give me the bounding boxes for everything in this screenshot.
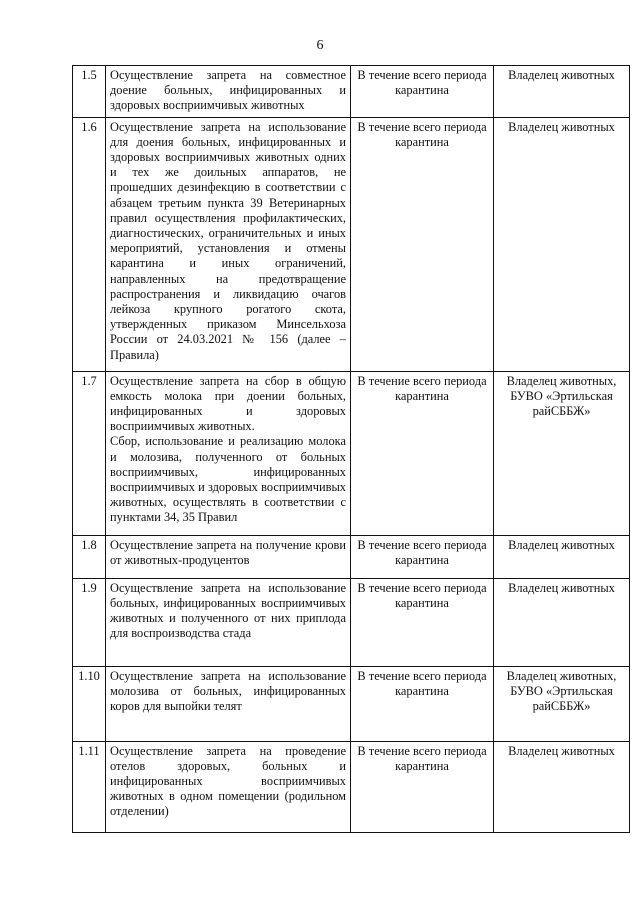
item-number: 1.9 [73, 578, 106, 666]
measures-table-body [73, 66, 630, 833]
measure-description [106, 66, 351, 118]
page-number: 6 [316, 38, 324, 53]
measure-term: В течение всего периода карантина [351, 666, 494, 741]
measure-description [106, 741, 351, 832]
measure-responsible: Владелец животных [494, 741, 630, 832]
measure-paragraph: Осуществление запрета на использование больных, инфицированных восприимчивых животных и полученного от них приплода для воспроизводства стада [110, 580, 346, 641]
measure-paragraph: Осуществление запрета на проведение отелов здоровых, больных и инфицированных восприимчивых животных в одном помещении (родильном отделении) [110, 743, 346, 819]
measures-table [72, 65, 630, 833]
measure-description [106, 371, 351, 535]
table-row [73, 66, 630, 118]
measure-responsible: Владелец животных, БУВО «Эртильская райСББЖ» [494, 666, 630, 741]
measure-paragraph: Осуществление запрета на использование для доения больных, инфицированных и здоровых восприимчивых животных одних и тех же доильных аппаратов, не прошедших дезинфекцию в соответствии с абзацем третьим пункта 39 Ветеринарных правил осуществления профилактических, диагностических, ограничительных и иных мероприятий, установления и отмены карантина и иных ограничений, направленных на предотвращение распространения и ликвидацию очагов лейкоза крупного рогатого скота, утвержденных приказом Минсельхоза России от 24.03.2021 № 156 (далее – Правила) [110, 119, 346, 362]
table-row [73, 117, 630, 371]
measure-term: В течение всего периода карантина [351, 66, 494, 118]
measure-term: В течение всего периода карантина [351, 535, 494, 578]
measure-paragraph: Сбор, использование и реализацию молока и молозива, полученного от больных восприимчивых, инфицированных восприимчивых и здоровых восприимчивых животных, осуществлять в соответствии с пунктами 34, 35 Правил [110, 434, 346, 525]
measure-paragraph: Осуществление запрета на совместное доение больных, инфицированных и здоровых восприимчивых животных [110, 68, 346, 113]
measure-description [106, 535, 351, 578]
measure-responsible: Владелец животных [494, 117, 630, 371]
item-number: 1.10 [73, 666, 106, 741]
item-number: 1.6 [73, 117, 106, 371]
measure-description [106, 117, 351, 371]
table-row [73, 741, 630, 832]
measure-responsible: Владелец животных [494, 535, 630, 578]
measure-responsible: Владелец животных [494, 66, 630, 118]
measure-responsible: Владелец животных [494, 578, 630, 666]
item-number: 1.7 [73, 371, 106, 535]
measure-paragraph: Осуществление запрета на получение крови от животных-продуцентов [110, 537, 346, 567]
measure-term: В течение всего периода карантина [351, 117, 494, 371]
table-row [73, 666, 630, 741]
measure-paragraph: Осуществление запрета на сбор в общую емкость молока при доении больных, инфицированных и здоровых восприимчивых животных. [110, 373, 346, 434]
table-row [73, 371, 630, 535]
item-number: 1.5 [73, 66, 106, 118]
item-number: 1.8 [73, 535, 106, 578]
measure-term: В течение всего периода карантина [351, 371, 494, 535]
measure-paragraph: Осуществление запрета на использование молозива от больных, инфицированных коров для выпойки телят [110, 668, 346, 714]
table-row [73, 578, 630, 666]
table-row [73, 535, 630, 578]
measure-description [106, 578, 351, 666]
measure-description [106, 666, 351, 741]
measure-responsible: Владелец животных, БУВО «Эртильская райСББЖ» [494, 371, 630, 535]
measure-term: В течение всего периода карантина [351, 578, 494, 666]
measure-term: В течение всего периода карантина [351, 741, 494, 832]
item-number: 1.11 [73, 741, 106, 832]
